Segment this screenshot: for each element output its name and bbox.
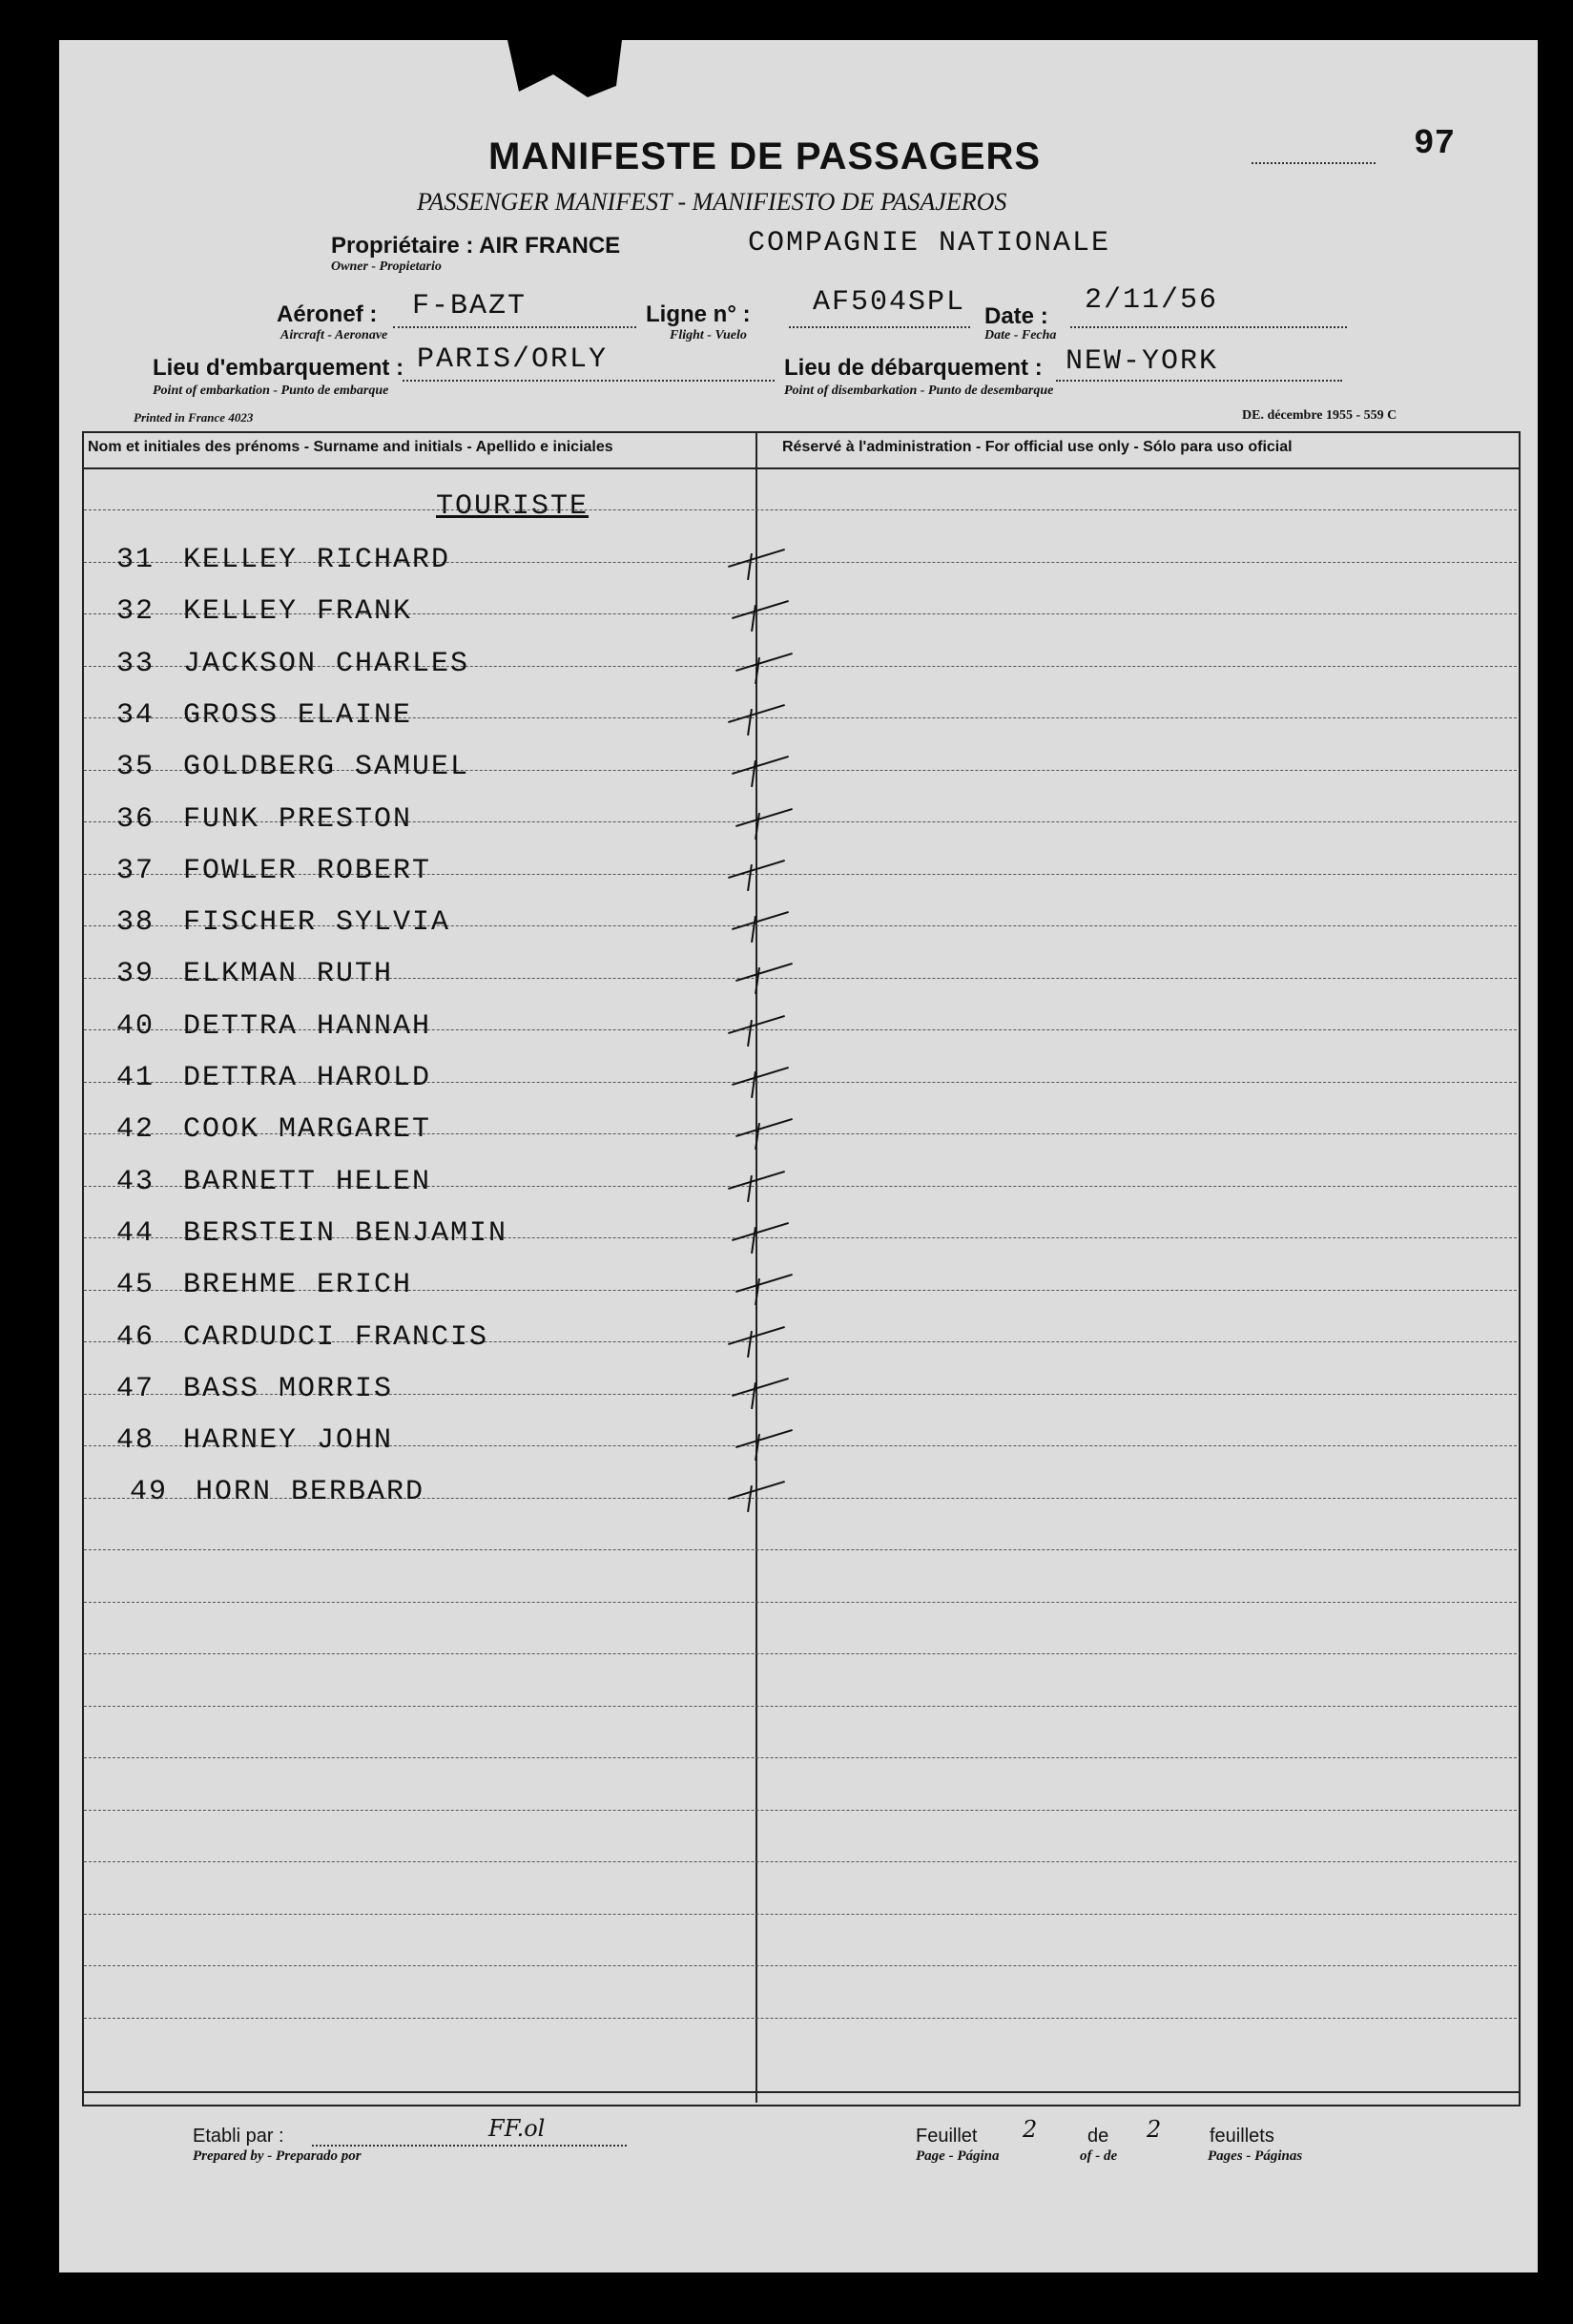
passenger-name: DETTRA HAROLD — [183, 1062, 432, 1094]
flight-sublabel: Flight - Vuelo — [670, 328, 747, 342]
passenger-number: 43 — [116, 1165, 155, 1198]
ruled-line — [84, 1602, 1517, 1603]
ruled-line — [84, 2018, 1517, 2019]
form-reference: DE. décembre 1955 - 559 C — [1242, 408, 1397, 423]
of-label: de — [1087, 2126, 1109, 2147]
passenger-number: 33 — [116, 647, 155, 680]
date-sublabel: Date - Fecha — [984, 328, 1057, 342]
passenger-name: FOWLER ROBERT — [183, 854, 432, 887]
disembark-label: Lieu de débarquement : — [784, 355, 1043, 381]
embark-value: PARIS/ORLY — [417, 343, 609, 376]
passenger-number: 35 — [116, 751, 155, 784]
aircraft-line — [393, 326, 636, 328]
passenger-number: 48 — [116, 1424, 155, 1458]
passenger-name: KELLEY FRANK — [183, 595, 413, 629]
ruled-line — [84, 1549, 1517, 1550]
passenger-number: 41 — [116, 1062, 155, 1094]
ruled-line — [84, 1861, 1517, 1862]
names-column-header: Nom et initiales des prénoms - Surname and initials - Apellido e iniciales — [88, 439, 613, 455]
passenger-number: 36 — [116, 802, 155, 836]
passenger-number: 46 — [116, 1320, 155, 1354]
passenger-name: BREHME ERICH — [183, 1269, 413, 1302]
sheets-sublabel: Pages - Páginas — [1208, 2148, 1303, 2164]
passenger-name: JACKSON CHARLES — [183, 647, 470, 680]
header-rule — [82, 467, 1519, 469]
printed-note: Printed in France 4023 — [134, 410, 254, 425]
owner-value: COMPAGNIE NATIONALE — [748, 227, 1111, 259]
owner-sublabel: Owner - Propietario — [331, 259, 442, 274]
owner-label: Propriétaire : AIR FRANCE — [331, 233, 621, 259]
ruled-line — [84, 1965, 1517, 1966]
aircraft-label: Aéronef : — [277, 301, 378, 327]
flight-line — [789, 326, 970, 328]
aircraft-value: F-BAZT — [412, 290, 528, 322]
passenger-number: 34 — [116, 698, 155, 732]
passenger-name: FISCHER SYLVIA — [183, 906, 451, 940]
section-title: TOURISTE — [436, 490, 590, 523]
passenger-number: 31 — [116, 544, 155, 576]
page-number-dash — [1252, 162, 1376, 164]
disembark-sublabel: Point of disembarkation - Punto de desembarque — [784, 384, 1054, 398]
passenger-name: GROSS ELAINE — [183, 698, 413, 732]
page-number: 97 — [1414, 124, 1456, 163]
passenger-name: KELLEY RICHARD — [183, 544, 451, 576]
ruled-line — [84, 509, 1517, 510]
flight-label: Ligne n° : — [646, 301, 751, 327]
date-label: Date : — [984, 303, 1048, 329]
passenger-number: 45 — [116, 1269, 155, 1302]
disembark-line — [1056, 380, 1342, 382]
date-line — [1070, 326, 1347, 328]
prepared-sublabel: Prepared by - Preparado por — [193, 2148, 362, 2164]
passenger-number: 40 — [116, 1009, 155, 1043]
aircraft-sublabel: Aircraft - Aeronave — [280, 328, 388, 342]
embark-line — [403, 380, 775, 382]
passenger-name: BERSTEIN BENJAMIN — [183, 1216, 508, 1250]
passenger-name: CARDUDCI FRANCIS — [183, 1320, 489, 1354]
disembark-value: NEW-YORK — [1066, 345, 1219, 378]
passenger-name: BARNETT HELEN — [183, 1165, 432, 1198]
passenger-name: HORN BERBARD — [196, 1476, 425, 1509]
of-sublabel: of - de — [1080, 2148, 1118, 2164]
manifest-subtitle: PASSENGER MANIFEST - MANIFIESTO DE PASAJEROS — [417, 188, 1007, 216]
ruled-line — [84, 1706, 1517, 1707]
passenger-name: FUNK PRESTON — [183, 802, 413, 836]
passenger-name: DETTRA HANNAH — [183, 1009, 432, 1043]
passenger-name: HARNEY JOHN — [183, 1424, 394, 1458]
passenger-name: COOK MARGARET — [183, 1113, 432, 1147]
passenger-name: BASS MORRIS — [183, 1372, 394, 1405]
footer-rule — [82, 2091, 1519, 2093]
passenger-number: 38 — [116, 906, 155, 940]
torn-edge — [507, 40, 622, 97]
passenger-number: 37 — [116, 854, 155, 887]
passenger-number: 32 — [116, 595, 155, 629]
ruled-line — [84, 1914, 1517, 1915]
passenger-number: 44 — [116, 1216, 155, 1250]
passenger-number: 47 — [116, 1372, 155, 1405]
passenger-name: ELKMAN RUTH — [183, 958, 394, 991]
sheet-label: Feuillet — [916, 2126, 978, 2147]
ruled-line — [84, 1810, 1517, 1811]
sheet-value: 2 — [1023, 2116, 1038, 2143]
ruled-line — [84, 1757, 1517, 1758]
embark-sublabel: Point of embarkation - Punto de embarque — [153, 384, 389, 398]
of-value: 2 — [1147, 2116, 1162, 2143]
passenger-name: GOLDBERG SAMUEL — [183, 751, 470, 784]
sheet-sublabel: Page - Página — [916, 2148, 1000, 2164]
ruled-line — [84, 1653, 1517, 1654]
embark-label: Lieu d'embarquement : — [153, 355, 404, 381]
sheets-label: feuillets — [1210, 2126, 1274, 2147]
passenger-number: 42 — [116, 1113, 155, 1147]
manifest-page — [59, 40, 1538, 2272]
prepared-signature: FF.ol — [488, 2115, 546, 2142]
prepared-line — [312, 2145, 627, 2147]
flight-value: AF504SPL — [813, 286, 966, 319]
date-value: 2/11/56 — [1085, 284, 1219, 317]
manifest-title: MANIFESTE DE PASSAGERS — [488, 135, 1042, 177]
admin-column-header: Réservé à l'administration - For official use only - Sólo para uso oficial — [782, 439, 1293, 455]
prepared-label: Etabli par : — [193, 2126, 284, 2147]
passenger-number: 39 — [116, 958, 155, 991]
passenger-number: 49 — [130, 1476, 169, 1509]
